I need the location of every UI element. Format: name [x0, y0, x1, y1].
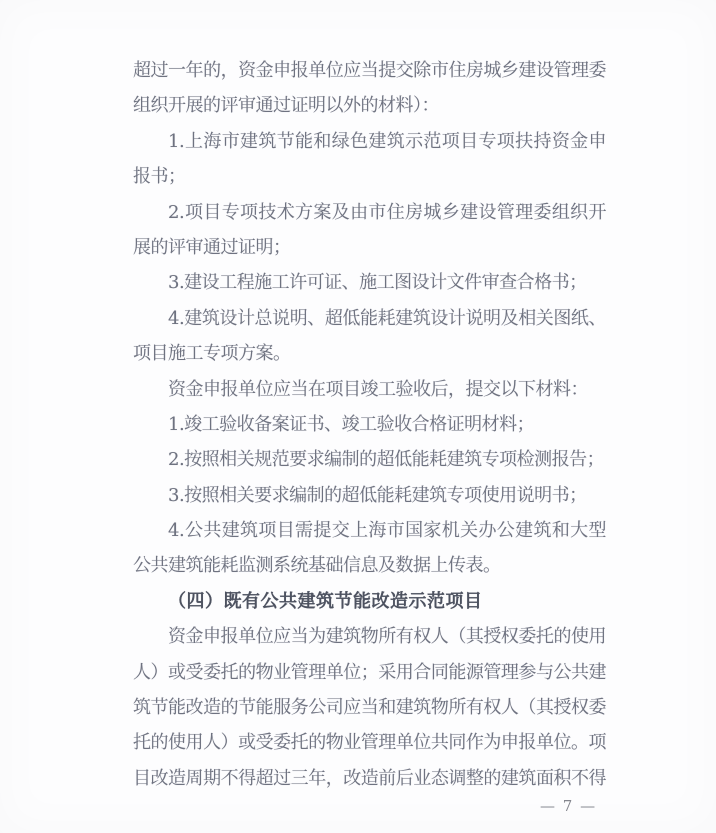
text-line: 筑节能改造的节能服务公司应当和建筑物所有权人（其授权委 [133, 697, 606, 719]
paragraph-line: 资金申报单位应当在项目竣工验收后，提交以下材料： [168, 378, 588, 400]
page-number: — 7 — [540, 797, 597, 815]
text-line: 目改造周期不得超过三年，改造前后业态调整的建筑面积不得 [133, 767, 606, 789]
text-line: 报书； [133, 166, 186, 188]
list-item-line: 1.上海市建筑节能和绿色建筑示范项目专项扶持资金申 [168, 130, 606, 152]
list-item-line: 3.建设工程施工许可证、施工图设计文件审查合格书； [168, 272, 587, 294]
text-line: 公共建筑能耗监测系统基础信息及数据上传表。 [133, 555, 501, 577]
paragraph-line: 资金申报单位应当为建筑物所有权人（其授权委托的使用 [168, 626, 606, 648]
section-heading: （四）既有公共建筑节能改造示范项目 [168, 590, 483, 612]
text-line: 托的使用人）或受委托的物业管理单位共同作为申报单位。项 [133, 732, 606, 754]
list-item-line: 2.项目专项技术方案及由市住房城乡建设管理委组织开 [168, 201, 606, 223]
text-line: 展的评审通过证明； [133, 236, 291, 258]
text-line: 人）或受委托的物业管理单位；采用合同能源管理参与公共建 [133, 661, 606, 683]
list-item-line: 1.竣工验收备案证书、竣工验收合格证明材料； [168, 413, 535, 435]
list-item-line: 2.按照相关规范要求编制的超低能耗建筑专项检测报告； [168, 449, 605, 471]
list-item-line: 3.按照相关要求编制的超低能耗建筑专项使用说明书； [168, 484, 587, 506]
text-line: 超过一年的，资金申报单位应当提交除市住房城乡建设管理委 [133, 60, 606, 81]
document-body [133, 53, 606, 796]
text-line: 组织开展的评审通过证明以外的材料）： [133, 95, 439, 117]
list-item-line: 4.建筑设计总说明、超低能耗建筑设计说明及相关图纸、 [168, 307, 606, 329]
text-line: 项目施工专项方案。 [133, 343, 291, 365]
list-item-line: 4.公共建筑项目需提交上海市国家机关办公建筑和大型 [168, 520, 606, 542]
